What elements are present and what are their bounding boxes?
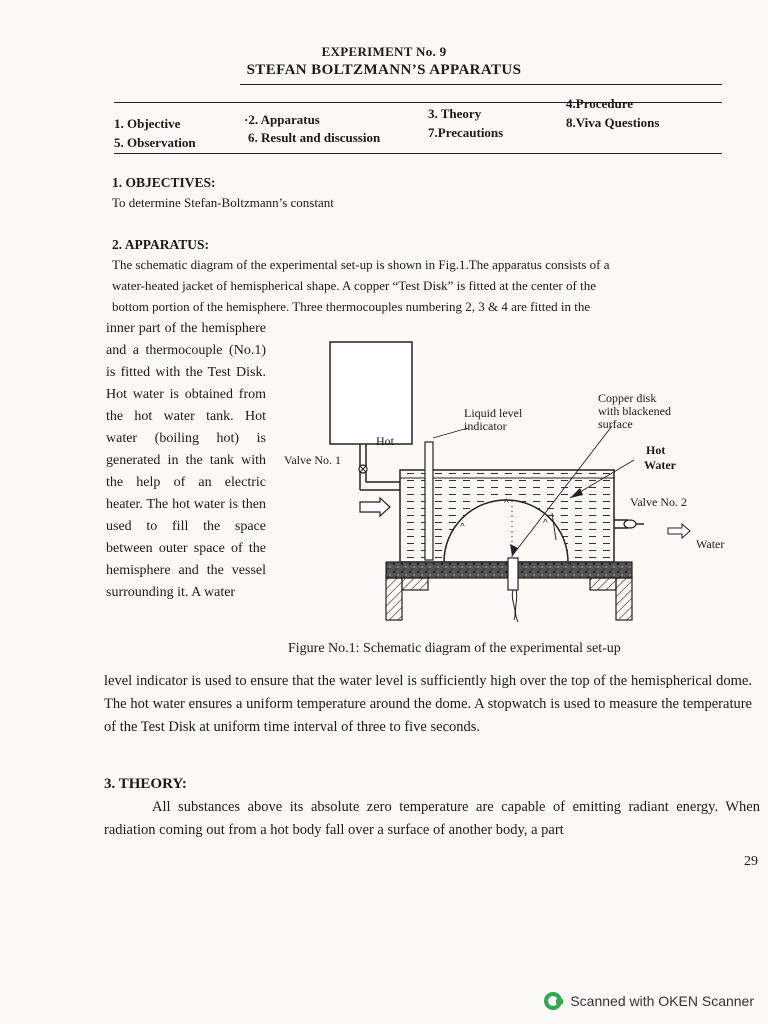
toc-item-apparatus: ·2. Apparatus bbox=[244, 112, 320, 127]
scanner-text: Scanned with OKEN Scanner bbox=[570, 993, 754, 1009]
valve-2-icon bbox=[624, 520, 636, 528]
label-valve-1: Valve No. 1 bbox=[284, 453, 341, 467]
experiment-title: STEFAN BOLTZMANN’S APPARATUS bbox=[246, 62, 522, 78]
theory-heading: 3. THEORY: bbox=[104, 776, 187, 792]
figure-caption: Figure No.1: Schematic diagram of the experimental set-up bbox=[288, 641, 621, 656]
page-number: 29 bbox=[744, 854, 758, 869]
svg-text:^: ^ bbox=[543, 518, 548, 529]
objectives-text: To determine Stefan-Boltzmann’s constant bbox=[112, 195, 334, 210]
apparatus-continuation: level indicator is used to ensure that the water level is sufficiently high over the top of the hemispherical dome. The hot water ensures a uniform temperature around the dome. A stopwatch is used to measure the temperature of the Test Disk at uniform time interval of three to five seconds. bbox=[104, 673, 752, 735]
toc-item-theory: 3. Theory bbox=[428, 106, 482, 121]
title-underline bbox=[240, 84, 722, 85]
label-hot-water-2: Water bbox=[644, 458, 676, 472]
label-hot-water-1: Hot bbox=[646, 443, 666, 457]
label-valve-2: Valve No. 2 bbox=[630, 495, 687, 509]
toc-item-precautions: 7.Precautions bbox=[428, 125, 504, 140]
label-blackened: with blackened bbox=[598, 404, 671, 418]
theory-text: All substances above its absolute zero temperature are capable of emitting radiant energy. When radiation coming out from a hot body fall over a surface of another body, a part bbox=[104, 799, 760, 838]
apparatus-line-3: bottom portion of the hemisphere. Three thermocouples numbering 2, 3 & 4 are fitted in the bbox=[112, 299, 591, 314]
scanner-watermark bbox=[544, 992, 754, 1010]
toc-bottom-rule bbox=[114, 153, 722, 154]
svg-text:^: ^ bbox=[460, 522, 465, 533]
right-support bbox=[616, 578, 632, 620]
schematic-diagram bbox=[280, 330, 740, 660]
label-indicator: indicator bbox=[464, 419, 507, 433]
label-copper-disk: Copper disk bbox=[598, 391, 657, 405]
apparatus-line-1: The schematic diagram of the experimental set-up is shown in Fig.1.The apparatus consists of a bbox=[112, 257, 610, 272]
outlet-arrow-icon bbox=[668, 524, 690, 538]
toc-item-objective: 1. Objective bbox=[114, 116, 181, 131]
inlet-arrow-icon bbox=[360, 498, 390, 516]
svg-text:^: ^ bbox=[504, 498, 509, 509]
toc-item-viva: 8.Viva Questions bbox=[566, 115, 660, 130]
objectives-heading: 1. OBJECTIVES: bbox=[112, 175, 216, 190]
label-liquid-level: Liquid level bbox=[464, 406, 523, 420]
left-support bbox=[386, 578, 402, 620]
experiment-number: EXPERIMENT No. 9 bbox=[321, 44, 447, 59]
toc-item-observation: 5. Observation bbox=[114, 135, 196, 150]
toc-item-procedure: 4.Procedure bbox=[566, 96, 634, 111]
scanner-logo-icon bbox=[544, 992, 562, 1010]
hot-water-tank bbox=[330, 342, 412, 444]
label-surface: surface bbox=[598, 417, 633, 431]
liquid-level-indicator bbox=[425, 442, 433, 560]
toc-item-result: 6. Result and discussion bbox=[248, 130, 381, 145]
apparatus-heading: 2. APPARATUS: bbox=[112, 237, 209, 252]
apparatus-line-2: water-heated jacket of hemispherical shape. A copper “Test Disk” is fitted at the center of the bbox=[112, 278, 596, 293]
label-hot: Hot bbox=[376, 434, 394, 448]
label-water-out: Water bbox=[696, 537, 725, 551]
apparatus-narrow-text: inner part of the hemisphere and a thermocouple (No.1) is fitted with the Test Disk. Hot water is obtained from the hot water tank. Hot water (boiling hot) is generated in the tank with the help of an electric heater. The hot water is then used to fill the space between outer space of the hemisphere and the vessel surrounding it. A water bbox=[106, 321, 266, 600]
test-disk-holder bbox=[508, 558, 518, 590]
